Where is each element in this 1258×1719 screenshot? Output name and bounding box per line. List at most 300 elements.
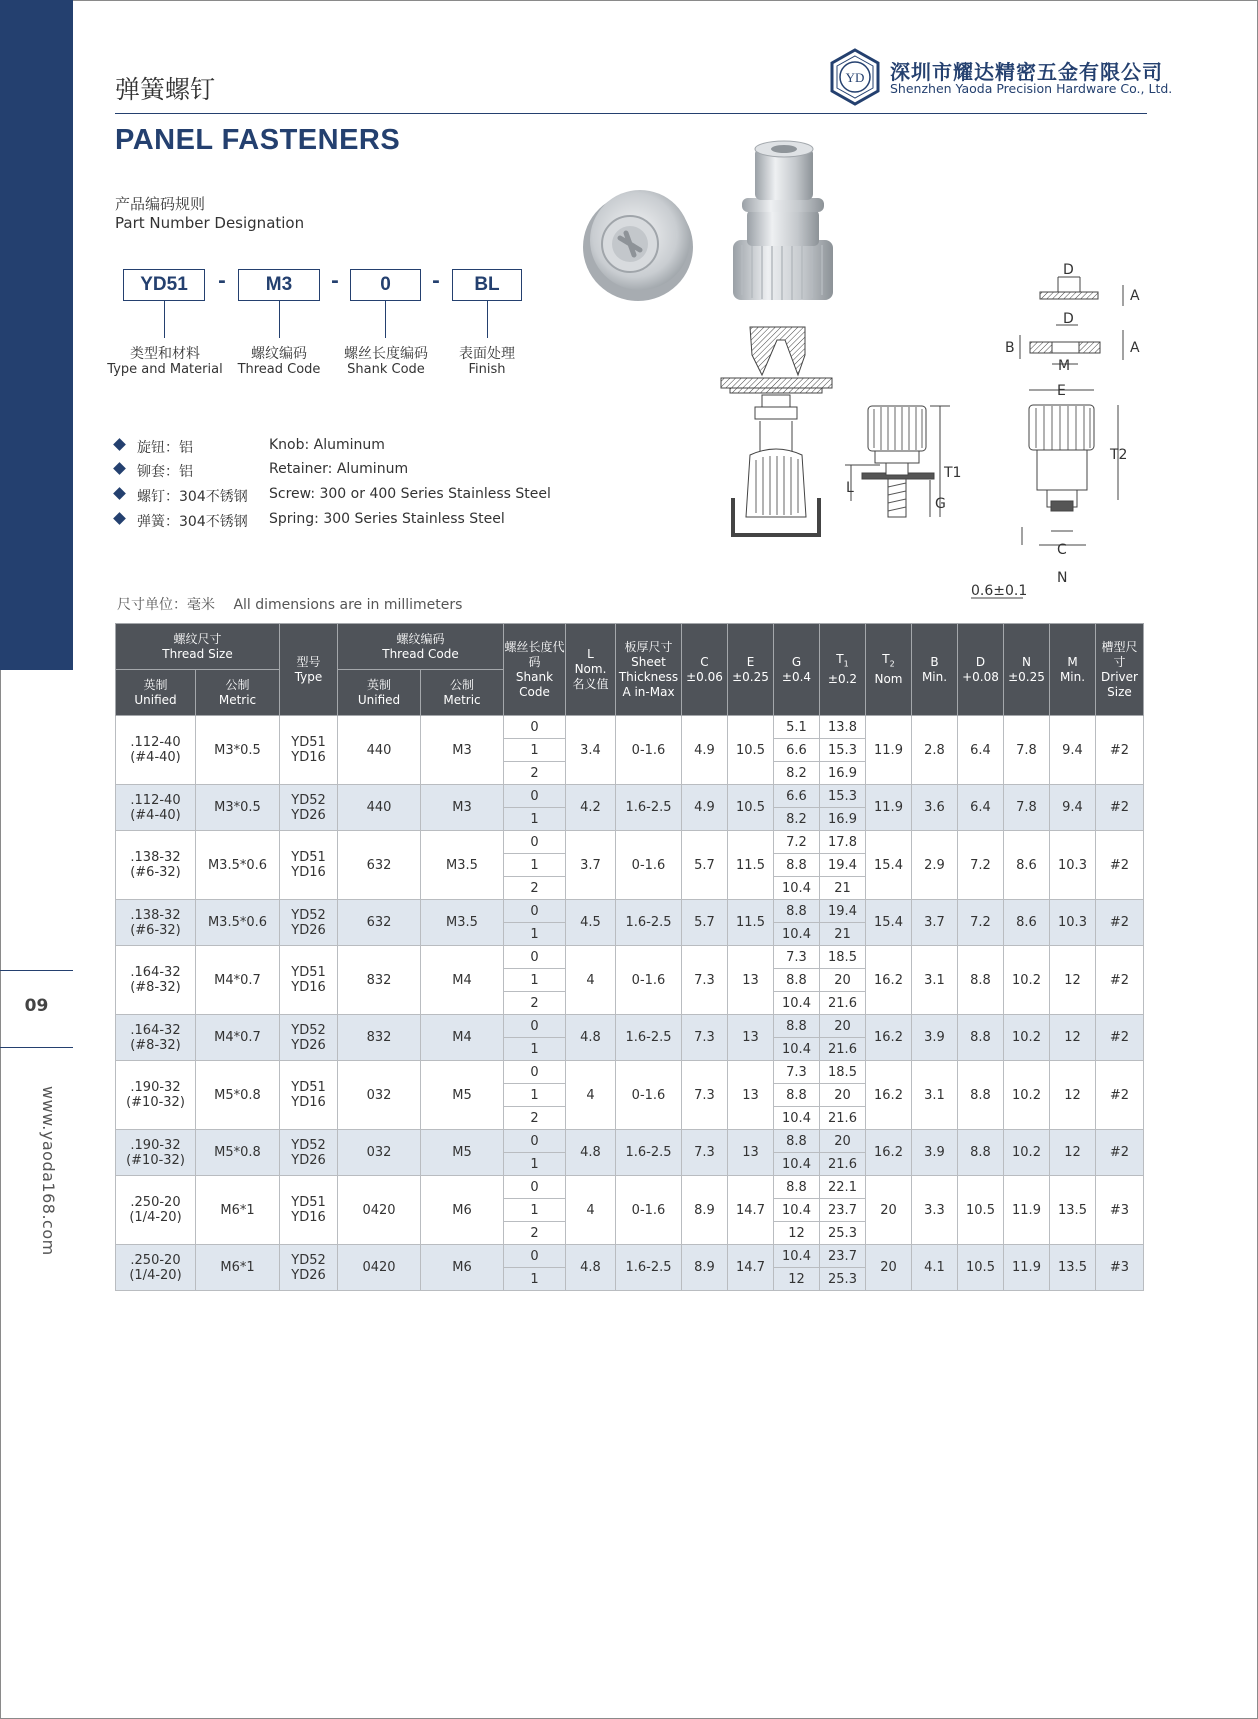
cell-shank-code: 2 (504, 992, 566, 1015)
cell-t1: 16.9 (820, 808, 866, 831)
side-divider (0, 970, 73, 971)
code-label-type-cn: 类型和材料 (130, 346, 200, 362)
cell-c: 7.3 (682, 946, 728, 1015)
header-unified: 英制 Unified (116, 670, 196, 716)
cell-m: 12 (1050, 1015, 1096, 1061)
cell-type: YD51 YD16 (280, 1061, 338, 1130)
cell-c: 7.3 (682, 1130, 728, 1176)
header-type: 型号 Type (280, 624, 338, 716)
cell-shank-code: 1 (504, 1084, 566, 1107)
cell-c: 4.9 (682, 716, 728, 785)
side-color-bar (0, 0, 73, 670)
dim-label: B (1005, 340, 1015, 356)
dimension-note-cn: 尺寸单位：毫米 (117, 597, 215, 613)
cell-metric: M3*0.5 (196, 785, 280, 831)
dim-label: E (1057, 383, 1066, 399)
cell-shank-code: 1 (504, 1268, 566, 1291)
cell-t1: 21 (820, 877, 866, 900)
cell-n: 11.9 (1004, 1245, 1050, 1291)
cell-metric: M6*1 (196, 1176, 280, 1245)
cell-d: 6.4 (958, 785, 1004, 831)
header-rule (115, 113, 1147, 114)
cell-shank-code: 0 (504, 716, 566, 739)
code-label-finish-en: Finish (468, 362, 506, 377)
cell-g: 8.8 (774, 1130, 820, 1153)
cell-thread-code-metric: M3 (421, 716, 504, 785)
cell-l: 3.4 (566, 716, 616, 785)
code-connector (279, 301, 280, 338)
cell-t1: 23.7 (820, 1245, 866, 1268)
side-divider (0, 1047, 73, 1048)
cell-t1: 13.8 (820, 716, 866, 739)
cell-b: 3.9 (912, 1015, 958, 1061)
cell-shank-code: 0 (504, 900, 566, 923)
cell-b: 3.3 (912, 1176, 958, 1245)
cell-thread-code-unified: 440 (338, 785, 421, 831)
cell-shank-code: 1 (504, 1038, 566, 1061)
cell-t1: 15.3 (820, 739, 866, 762)
code-box-type: YD51 (123, 269, 205, 301)
cell-g: 8.8 (774, 969, 820, 992)
cell-driver-size: #2 (1096, 1130, 1144, 1176)
cell-thread-code-metric: M6 (421, 1245, 504, 1291)
cell-g: 8.8 (774, 1084, 820, 1107)
cell-shank-code: 0 (504, 1015, 566, 1038)
cell-l: 4 (566, 946, 616, 1015)
cell-l: 4.8 (566, 1245, 616, 1291)
cell-unified: .112-40 (#4-40) (116, 716, 196, 785)
cell-type: YD52 YD26 (280, 1015, 338, 1061)
cell-metric: M5*0.8 (196, 1130, 280, 1176)
code-label-type-en: Type and Material (107, 362, 223, 377)
cell-d: 8.8 (958, 946, 1004, 1015)
cell-e: 13 (728, 1061, 774, 1130)
table-row (116, 946, 1144, 969)
cell-t2: 16.2 (866, 1015, 912, 1061)
cell-c: 5.7 (682, 900, 728, 946)
dim-label: A (1130, 288, 1140, 304)
code-box-shank: 0 (350, 269, 421, 301)
cell-sheet: 0-1.6 (616, 831, 682, 900)
material-en: Knob: Aluminum (269, 437, 385, 453)
header-t1: $T_1$ ±0.2 (820, 624, 866, 716)
cell-shank-code: 1 (504, 923, 566, 946)
cell-type: YD52 YD26 (280, 1130, 338, 1176)
spec-table (115, 623, 1144, 1291)
cell-t1: 16.9 (820, 762, 866, 785)
cell-unified: .190-32 (#10-32) (116, 1130, 196, 1176)
cell-metric: M3.5*0.6 (196, 900, 280, 946)
part-number-heading-cn: 产品编码规则 (115, 195, 206, 213)
cell-m: 13.5 (1050, 1245, 1096, 1291)
cell-e: 13 (728, 1130, 774, 1176)
cell-g: 8.8 (774, 1176, 820, 1199)
cell-t1: 20 (820, 1084, 866, 1107)
cell-sheet: 1.6-2.5 (616, 1015, 682, 1061)
cell-shank-code: 1 (504, 1199, 566, 1222)
page-title: PANEL FASTENERS (115, 124, 401, 156)
cell-thread-code-unified: 632 (338, 831, 421, 900)
cell-unified: .112-40 (#4-40) (116, 785, 196, 831)
dim-label: G (935, 496, 946, 512)
cell-t2: 16.2 (866, 1130, 912, 1176)
cell-driver-size: #2 (1096, 831, 1144, 900)
cell-driver-size: #2 (1096, 1061, 1144, 1130)
cell-t2: 20 (866, 1245, 912, 1291)
table-row (116, 785, 1144, 808)
cell-m: 9.4 (1050, 785, 1096, 831)
cell-shank-code: 2 (504, 877, 566, 900)
cell-g: 6.6 (774, 739, 820, 762)
code-label-shank-en: Shank Code (347, 362, 425, 377)
code-separator: - (218, 270, 226, 292)
cell-m: 9.4 (1050, 716, 1096, 785)
cell-t2: 15.4 (866, 900, 912, 946)
cell-thread-code-unified: 032 (338, 1130, 421, 1176)
cell-t1: 15.3 (820, 785, 866, 808)
cell-b: 3.1 (912, 1061, 958, 1130)
cell-shank-code: 0 (504, 785, 566, 808)
cell-t1: 19.4 (820, 854, 866, 877)
header-thread-size: 螺纹尺寸 Thread Size (116, 624, 280, 670)
cell-t1: 20 (820, 969, 866, 992)
header-g: G ±0.4 (774, 624, 820, 716)
cell-metric: M4*0.7 (196, 946, 280, 1015)
header-sheet-thickness: 板厚尺寸 Sheet Thickness A in-Max (616, 624, 682, 716)
cell-c: 7.3 (682, 1061, 728, 1130)
cell-sheet: 0-1.6 (616, 946, 682, 1015)
cell-shank-code: 1 (504, 1153, 566, 1176)
cell-g: 12 (774, 1222, 820, 1245)
cell-sheet: 1.6-2.5 (616, 1245, 682, 1291)
cell-sheet: 0-1.6 (616, 716, 682, 785)
cell-shank-code: 1 (504, 969, 566, 992)
cell-b: 4.1 (912, 1245, 958, 1291)
cell-n: 10.2 (1004, 946, 1050, 1015)
cell-g: 12 (774, 1268, 820, 1291)
header-tc-unified: 英制 Unified (338, 670, 421, 716)
cell-sheet: 1.6-2.5 (616, 900, 682, 946)
cell-d: 8.8 (958, 1130, 1004, 1176)
logo-lettering: YD (845, 70, 865, 85)
cell-sheet: 0-1.6 (616, 1061, 682, 1130)
cell-b: 3.7 (912, 900, 958, 946)
cell-shank-code: 0 (504, 946, 566, 969)
cell-shank-code: 1 (504, 739, 566, 762)
cell-c: 4.9 (682, 785, 728, 831)
cell-l: 4.8 (566, 1130, 616, 1176)
header-driver-size: 槽型尺寸 Driver Size (1096, 624, 1144, 716)
dim-label: D (1063, 311, 1074, 327)
code-separator: - (331, 270, 339, 292)
dim-label: A (1130, 340, 1140, 356)
cell-t1: 21.6 (820, 992, 866, 1015)
cell-t1: 23.7 (820, 1199, 866, 1222)
header-e: E ±0.25 (728, 624, 774, 716)
cell-thread-code-metric: M5 (421, 1130, 504, 1176)
cell-sheet: 1.6-2.5 (616, 1130, 682, 1176)
cell-type: YD51 YD16 (280, 1176, 338, 1245)
cell-t1: 20 (820, 1015, 866, 1038)
table-row (116, 900, 1144, 923)
cell-e: 11.5 (728, 831, 774, 900)
technical-drawing (700, 255, 1150, 600)
dimension-note-en: All dimensions are in millimeters (233, 597, 463, 613)
cell-thread-code-unified: 0420 (338, 1245, 421, 1291)
cell-d: 7.2 (958, 900, 1004, 946)
material-en: Screw: 300 or 400 Series Stainless Steel (269, 486, 551, 502)
cell-b: 3.9 (912, 1130, 958, 1176)
header-m: M Min. (1050, 624, 1096, 716)
cell-t2: 11.9 (866, 716, 912, 785)
cell-t2: 11.9 (866, 785, 912, 831)
cell-thread-code-unified: 440 (338, 716, 421, 785)
header-l: L Nom. 名义值 (566, 624, 616, 716)
cell-metric: M4*0.7 (196, 1015, 280, 1061)
cell-thread-code-metric: M4 (421, 1015, 504, 1061)
cell-thread-code-unified: 032 (338, 1061, 421, 1130)
cell-shank-code: 0 (504, 1061, 566, 1084)
code-box-finish: BL (452, 269, 522, 301)
cell-g: 10.4 (774, 1153, 820, 1176)
code-connector (487, 301, 488, 338)
cell-shank-code: 2 (504, 762, 566, 785)
header-c: C ±0.06 (682, 624, 728, 716)
code-label-thread-en: Thread Code (237, 362, 321, 377)
cell-m: 10.3 (1050, 831, 1096, 900)
tolerance-note: 0.6±0.1 (971, 583, 1028, 599)
cell-b: 3.1 (912, 946, 958, 1015)
table-row (116, 1245, 1144, 1268)
cell-type: YD52 YD26 (280, 785, 338, 831)
cell-g: 8.2 (774, 808, 820, 831)
cell-sheet: 0-1.6 (616, 1176, 682, 1245)
cell-g: 10.4 (774, 1245, 820, 1268)
cell-t2: 16.2 (866, 946, 912, 1015)
cell-b: 3.6 (912, 785, 958, 831)
header-d: D +0.08 (958, 624, 1004, 716)
cell-metric: M6*1 (196, 1245, 280, 1291)
cell-c: 8.9 (682, 1245, 728, 1291)
dim-label: N (1057, 570, 1068, 586)
page-number: 09 (24, 996, 49, 1016)
cell-unified: .138-32 (#6-32) (116, 831, 196, 900)
cell-g: 6.6 (774, 785, 820, 808)
cell-t1: 21.6 (820, 1038, 866, 1061)
code-connector (164, 301, 165, 338)
cell-d: 6.4 (958, 716, 1004, 785)
table-row (116, 1015, 1144, 1038)
cell-g: 8.8 (774, 854, 820, 877)
company-name-en: Shenzhen Yaoda Precision Hardware Co., Ltd. (890, 81, 1173, 96)
cell-l: 4.8 (566, 1015, 616, 1061)
code-label-finish-cn: 表面处理 (459, 346, 515, 362)
cell-e: 13 (728, 1015, 774, 1061)
cell-d: 8.8 (958, 1015, 1004, 1061)
code-label-shank-cn: 螺丝长度编码 (344, 346, 428, 362)
dim-label: T1 (944, 465, 962, 481)
company-logo (828, 48, 882, 106)
cell-thread-code-metric: M3.5 (421, 831, 504, 900)
dim-label: M (1058, 358, 1071, 374)
cell-g: 10.4 (774, 1038, 820, 1061)
part-number-heading-en: Part Number Designation (115, 214, 305, 232)
cell-g: 5.1 (774, 716, 820, 739)
cell-t1: 21.6 (820, 1107, 866, 1130)
material-cn: 弹簧：304不锈钢 (137, 514, 248, 530)
cell-t1: 21 (820, 923, 866, 946)
cell-shank-code: 1 (504, 808, 566, 831)
cell-type: YD51 YD16 (280, 946, 338, 1015)
cell-shank-code: 2 (504, 1222, 566, 1245)
table-row (116, 1061, 1144, 1084)
cell-g: 10.4 (774, 992, 820, 1015)
cell-t1: 17.8 (820, 831, 866, 854)
cell-t2: 15.4 (866, 831, 912, 900)
cell-t1: 22.1 (820, 1176, 866, 1199)
cell-unified: .164-32 (#8-32) (116, 1015, 196, 1061)
dimension-note (117, 594, 476, 614)
cell-sheet: 1.6-2.5 (616, 785, 682, 831)
cell-shank-code: 1 (504, 854, 566, 877)
material-cn: 螺钉：304不锈钢 (137, 489, 248, 505)
cell-driver-size: #2 (1096, 785, 1144, 831)
cell-n: 11.9 (1004, 1176, 1050, 1245)
cell-thread-code-metric: M6 (421, 1176, 504, 1245)
cell-n: 8.6 (1004, 831, 1050, 900)
cell-b: 2.9 (912, 831, 958, 900)
cell-l: 4.2 (566, 785, 616, 831)
dim-label: T2 (1110, 447, 1128, 463)
cell-type: YD51 YD16 (280, 716, 338, 785)
table-row (116, 1130, 1144, 1153)
code-separator: - (432, 270, 440, 292)
header-shank-code: 螺丝长度代码 Shank Code (504, 624, 566, 716)
cell-unified: .138-32 (#6-32) (116, 900, 196, 946)
cell-e: 14.7 (728, 1176, 774, 1245)
cell-c: 5.7 (682, 831, 728, 900)
cell-thread-code-unified: 632 (338, 900, 421, 946)
cell-e: 10.5 (728, 785, 774, 831)
cell-n: 8.6 (1004, 900, 1050, 946)
cell-driver-size: #2 (1096, 716, 1144, 785)
cell-shank-code: 0 (504, 1176, 566, 1199)
cell-type: YD52 YD26 (280, 900, 338, 946)
cell-t1: 18.5 (820, 946, 866, 969)
cell-c: 8.9 (682, 1176, 728, 1245)
cell-thread-code-metric: M4 (421, 946, 504, 1015)
cell-e: 14.7 (728, 1245, 774, 1291)
cell-t1: 20 (820, 1130, 866, 1153)
cell-m: 12 (1050, 946, 1096, 1015)
cell-m: 12 (1050, 1130, 1096, 1176)
cell-shank-code: 0 (504, 1130, 566, 1153)
website-url: www.yaoda168.com (39, 1086, 58, 1256)
cell-c: 7.3 (682, 1015, 728, 1061)
cell-g: 10.4 (774, 877, 820, 900)
cell-t2: 16.2 (866, 1061, 912, 1130)
cell-l: 3.7 (566, 831, 616, 900)
cell-m: 10.3 (1050, 900, 1096, 946)
cell-thread-code-unified: 0420 (338, 1176, 421, 1245)
table-row (116, 1176, 1144, 1199)
cell-unified: .164-32 (#8-32) (116, 946, 196, 1015)
cell-d: 10.5 (958, 1245, 1004, 1291)
cell-l: 4.5 (566, 900, 616, 946)
header-t2: $T_2$ Nom (866, 624, 912, 716)
cell-t1: 25.3 (820, 1268, 866, 1291)
cell-l: 4 (566, 1061, 616, 1130)
cell-g: 8.8 (774, 900, 820, 923)
cell-thread-code-unified: 832 (338, 1015, 421, 1061)
cell-e: 13 (728, 946, 774, 1015)
header-thread-code: 螺纹编码 Thread Code (338, 624, 504, 670)
cell-type: YD51 YD16 (280, 831, 338, 900)
header-n: N ±0.25 (1004, 624, 1050, 716)
material-cn: 铆套：铝 (137, 464, 193, 480)
cell-d: 7.2 (958, 831, 1004, 900)
cell-driver-size: #2 (1096, 900, 1144, 946)
header-metric: 公制 Metric (196, 670, 280, 716)
cell-unified: .190-32 (#10-32) (116, 1061, 196, 1130)
dim-label: D (1063, 262, 1074, 278)
cell-metric: M3*0.5 (196, 716, 280, 785)
cell-g: 10.4 (774, 1107, 820, 1130)
material-cn: 旋钮：铝 (137, 440, 193, 456)
cell-t1: 25.3 (820, 1222, 866, 1245)
dim-label: L (846, 480, 854, 496)
material-en: Spring: 300 Series Stainless Steel (269, 511, 505, 527)
cell-driver-size: #3 (1096, 1176, 1144, 1245)
cell-g: 8.8 (774, 1015, 820, 1038)
cell-shank-code: 2 (504, 1107, 566, 1130)
header-b: B Min. (912, 624, 958, 716)
cell-d: 8.8 (958, 1061, 1004, 1130)
cell-n: 10.2 (1004, 1015, 1050, 1061)
material-en: Retainer: Aluminum (269, 461, 409, 477)
cell-driver-size: #3 (1096, 1245, 1144, 1291)
cell-unified: .250-20 (1/4-20) (116, 1176, 196, 1245)
cell-g: 7.3 (774, 946, 820, 969)
cell-n: 7.8 (1004, 716, 1050, 785)
cell-n: 10.2 (1004, 1061, 1050, 1130)
cell-g: 8.2 (774, 762, 820, 785)
table-row (116, 831, 1144, 854)
spec-table-body (116, 716, 1144, 1291)
cell-thread-code-metric: M3 (421, 785, 504, 831)
table-row (116, 716, 1144, 739)
cell-n: 7.8 (1004, 785, 1050, 831)
cell-t1: 18.5 (820, 1061, 866, 1084)
cell-driver-size: #2 (1096, 1015, 1144, 1061)
code-connector (385, 301, 386, 338)
cell-t1: 19.4 (820, 900, 866, 923)
cell-g: 7.2 (774, 831, 820, 854)
cell-driver-size: #2 (1096, 946, 1144, 1015)
cell-thread-code-unified: 832 (338, 946, 421, 1015)
cell-b: 2.8 (912, 716, 958, 785)
cell-g: 10.4 (774, 1199, 820, 1222)
cell-m: 12 (1050, 1061, 1096, 1130)
cell-type: YD52 YD26 (280, 1245, 338, 1291)
cell-g: 10.4 (774, 923, 820, 946)
cell-thread-code-metric: M3.5 (421, 900, 504, 946)
cell-n: 10.2 (1004, 1130, 1050, 1176)
cell-t2: 20 (866, 1176, 912, 1245)
dim-label: C (1057, 542, 1067, 558)
cell-e: 10.5 (728, 716, 774, 785)
cell-d: 10.5 (958, 1176, 1004, 1245)
